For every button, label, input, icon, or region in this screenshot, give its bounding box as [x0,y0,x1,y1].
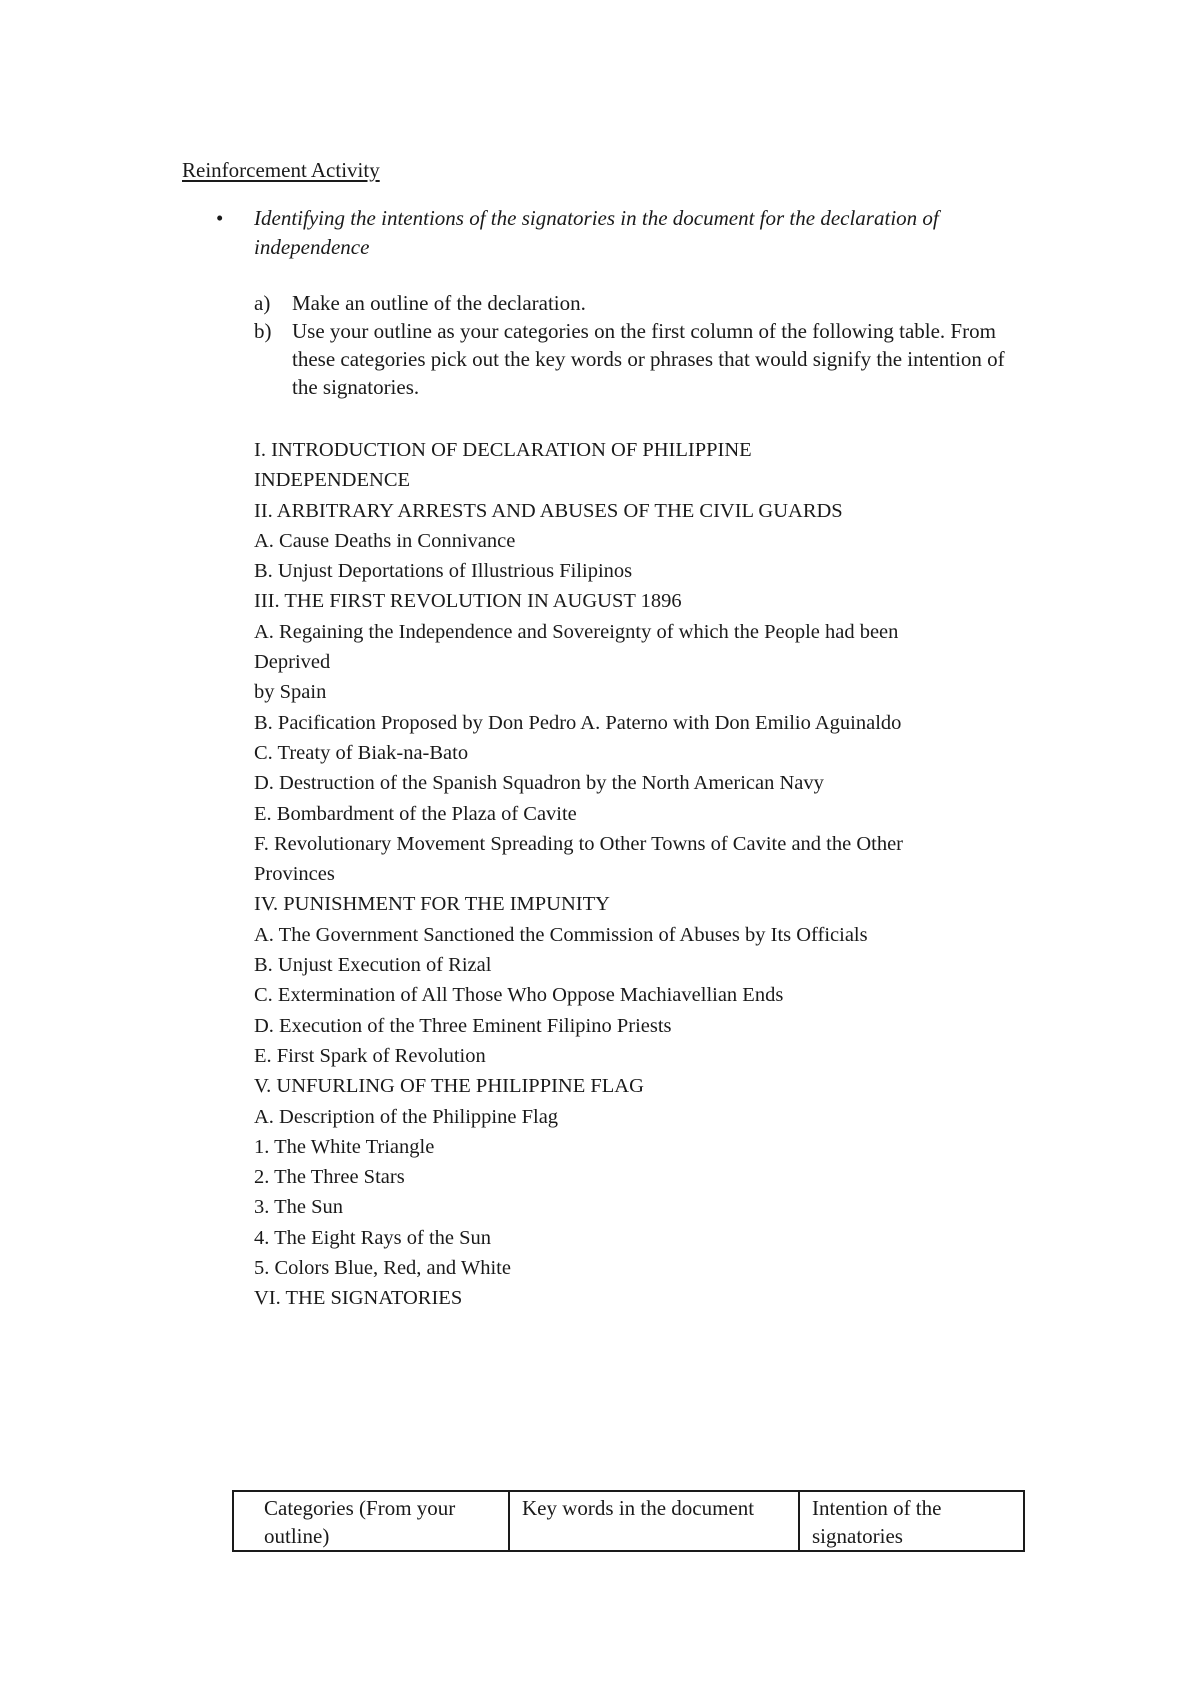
table-header-intention: Intention of the signatories [799,1491,1024,1551]
outline-line: E. Bombardment of the Plaza of Cavite [254,802,577,825]
instruction-item [254,289,1034,317]
declaration-outline [254,435,1054,1314]
outline-line: A. Cause Deaths in Connivance [254,529,516,552]
instruction-letter: b) [254,319,272,343]
outline-line: A. The Government Sanctioned the Commission of Abuses by Its Officials [254,923,868,946]
table-header-key-words: Key words in the document [509,1491,799,1551]
outline-line: B. Unjust Deportations of Illustrious Filipinos [254,560,633,583]
outline-line: 2. The Three Stars [254,1166,405,1189]
instruction-item [254,317,1034,401]
instruction-text: Make an outline of the declaration. [292,291,586,315]
outline-line: Provinces [254,863,335,886]
instruction-letter: a) [254,291,271,315]
outline-line: INDEPENDENCE [254,469,411,492]
outline-line: A. Regaining the Independence and Sovereignty of which the People had been [254,620,899,643]
outline-line: E. First Spark of Revolution [254,1044,486,1067]
outline-line: by Spain [254,681,327,704]
bullet-text: Identifying the intentions of the signatories in the document for the declaration of independence [254,206,939,259]
outline-line: 4. The Eight Rays of the Sun [254,1226,492,1249]
outline-line: VI. THE SIGNATORIES [254,1287,463,1310]
bullet-item [216,204,1036,262]
instruction-list [254,289,1034,401]
outline-line: 3. The Sun [254,1196,344,1219]
outline-line: D. Execution of the Three Eminent Filipino Priests [254,1014,672,1037]
outline-line: B. Unjust Execution of Rizal [254,954,492,977]
outline-line: V. UNFURLING OF THE PHILIPPINE FLAG [254,1075,644,1098]
outline-line: C. Treaty of Biak-na-Bato [254,741,469,764]
table-header-categories: Categories (From your outline) [233,1491,509,1551]
outline-line: 1. The White Triangle [254,1135,435,1158]
activity-table [232,1490,1025,1552]
outline-line: B. Pacification Proposed by Don Pedro A. Paterno with Don Emilio Aguinaldo [254,711,902,734]
outline-line: I. INTRODUCTION OF DECLARATION OF PHILIPPINE [254,439,752,461]
outline-line: II. ARBITRARY ARRESTS AND ABUSES OF THE CIVIL GUARDS [254,499,843,522]
page-title: Reinforcement Activity [182,158,380,182]
outline-line: D. Destruction of the Spanish Squadron by the North American Navy [254,772,824,795]
instruction-text: Use your outline as your categories on the first column of the following table. From these categories pick out the key words or phrases that would signify the intention of the signatories. [292,319,1005,399]
outline-line: C. Extermination of All Those Who Oppose Machiavellian Ends [254,984,784,1007]
outline-line: III. THE FIRST REVOLUTION IN AUGUST 1896 [254,590,682,613]
outline-line: IV. PUNISHMENT FOR THE IMPUNITY [254,893,610,916]
outline-line: Deprived [254,651,331,674]
outline-line: 5. Colors Blue, Red, and White [254,1257,511,1280]
table-header-row [233,1491,1024,1551]
outline-line: A. Description of the Philippine Flag [254,1105,559,1128]
bullet-icon: • [216,206,224,230]
outline-line: F. Revolutionary Movement Spreading to Other Towns of Cavite and the Other [254,832,904,855]
activity-table-grid [232,1490,1025,1552]
